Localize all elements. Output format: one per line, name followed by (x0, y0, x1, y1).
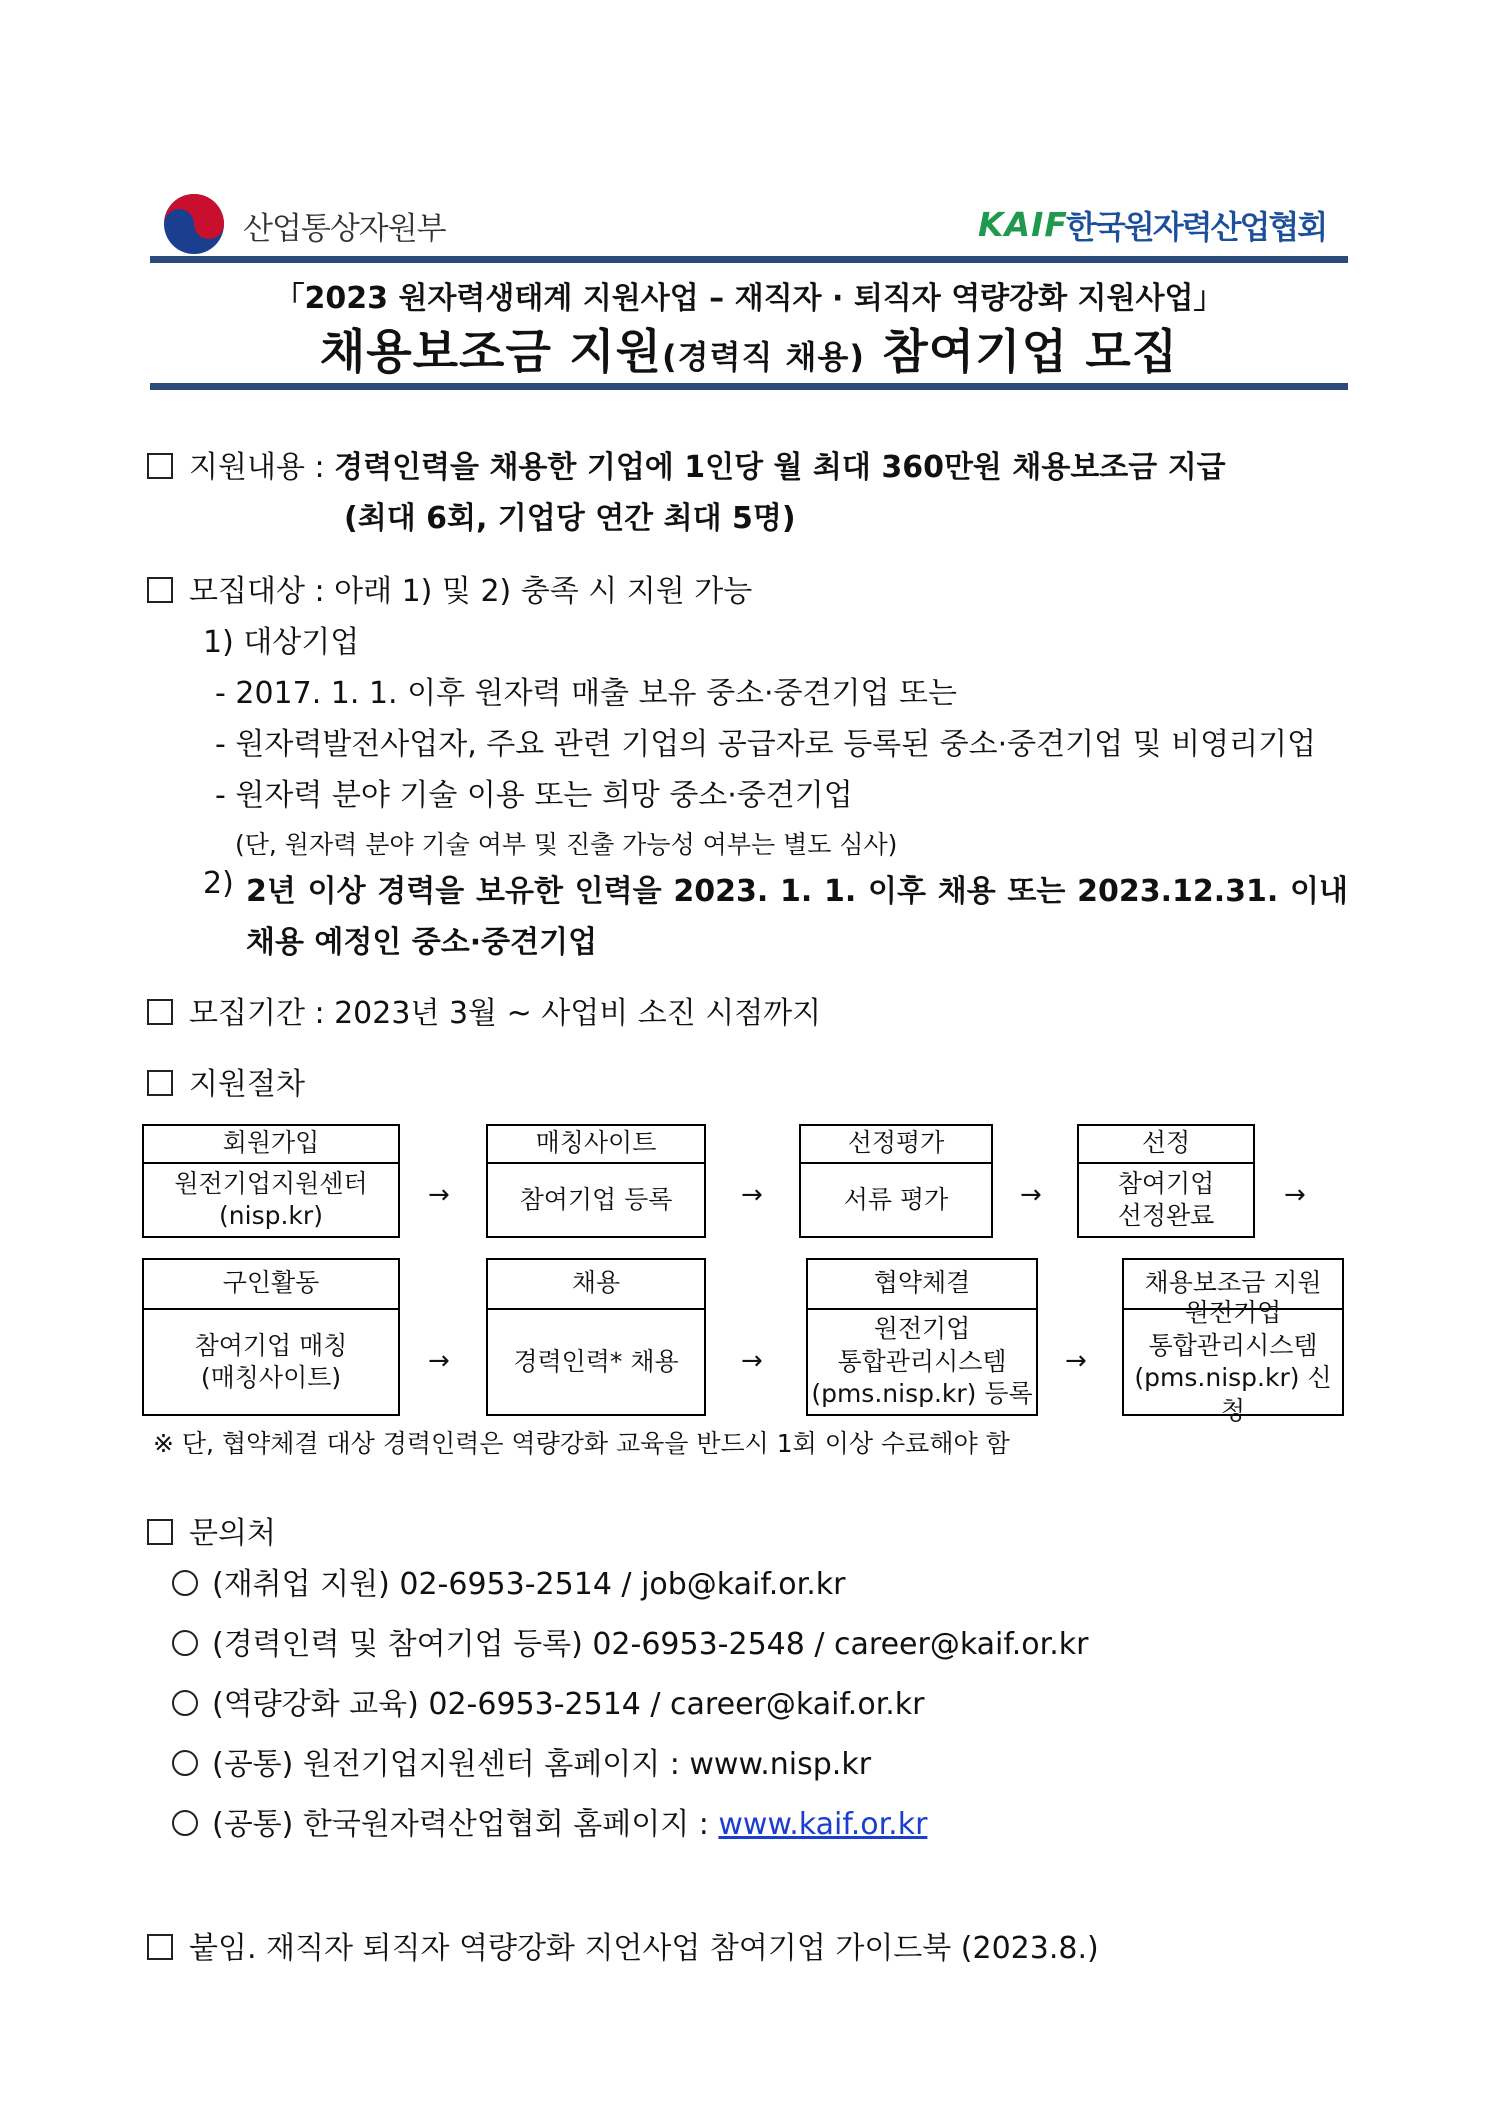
contact-item-text: (경력인력 및 참여기업 등록) 02-6953-2548 / career@kaif.or.kr (212, 1627, 1089, 1662)
period-text: 모집기간 : 2023년 3월 ~ 사업비 소진 시점까지 (189, 996, 822, 1031)
flow-step-matching-site (486, 1124, 706, 1238)
flow-arrow: → (1065, 1346, 1087, 1376)
target-bullet3: - 원자력 분야 기술 이용 또는 희망 중소·중견기업 (215, 778, 853, 813)
contact-item-text: (역량강화 교육) 02-6953-2514 / career@kaif.or.kr (212, 1687, 925, 1722)
attachment-section (147, 1923, 1099, 1967)
flow-step-head: 채용보조금 지원 (1124, 1260, 1342, 1310)
checkbox-square-icon (147, 999, 173, 1025)
flow-step-selection (1077, 1124, 1255, 1238)
support-line2: (최대 6회, 기업당 연간 최대 5명) (344, 501, 796, 536)
government-emblem-icon (163, 193, 225, 255)
flow-step-head: 매칭사이트 (488, 1126, 704, 1164)
checkbox-square-icon (147, 1070, 173, 1096)
period-section (147, 988, 821, 1032)
support-section (147, 442, 1226, 486)
contact-item (172, 1679, 925, 1723)
contact-item-text: (공통) 한국원자력산업협회 홈페이지 : (212, 1807, 719, 1842)
main-title (150, 315, 1348, 382)
target-label: 모집대상 : 아래 1) 및 2) 충족 시 지원 가능 (189, 574, 753, 609)
checkbox-square-icon (147, 453, 173, 479)
flow-step-head: 구인활동 (144, 1260, 398, 1310)
flow-step-body: 원전기업 (873, 1314, 971, 1344)
target-section (147, 566, 752, 610)
flow-step-body: (nisp.kr) (219, 1201, 323, 1230)
target-item1: 1) 대상기업 (203, 625, 360, 660)
flow-step-body: (pms.nisp.kr) 등록 (811, 1379, 1033, 1409)
flow-arrow: → (1284, 1180, 1306, 1210)
title-bottom-rule (150, 383, 1348, 390)
contact-item (172, 1739, 871, 1783)
target-bullet2: - 원자력발전사업자, 주요 관련 기업의 공급자로 등록된 중소·중견기업 및 비영리기업 (215, 727, 1317, 762)
flow-step-head: 채용 (488, 1260, 704, 1310)
subtitle: 「2023 원자력생태계 지원사업 – 재직자 · 퇴직자 역량강화 지원사업」 (274, 281, 1224, 316)
checkbox-square-icon (147, 1934, 173, 1960)
contact-item (172, 1559, 845, 1603)
circle-bullet-icon (172, 1690, 198, 1716)
flow-arrow: → (428, 1346, 450, 1376)
flow-step-recruiting (142, 1258, 400, 1416)
procedure-section (147, 1059, 305, 1103)
procedure-note: ※ 단, 협약체결 대상 경력인력은 역량강화 교육을 반드시 1회 이상 수료해야 함 (153, 1429, 1010, 1458)
checkbox-square-icon (147, 577, 173, 603)
flow-step-head: 선정 (1079, 1126, 1253, 1164)
flow-step-subsidy (1122, 1258, 1344, 1425)
target-bullet1: - 2017. 1. 1. 이후 원자력 매출 보유 중소·중견기업 또는 (215, 676, 957, 711)
main-title-a: 채용보조금 지원 (319, 325, 663, 380)
contact-label: 문의처 (189, 1516, 276, 1551)
flow-step-body: 참여기업 등록 (519, 1184, 673, 1214)
contact-item-text: (재취업 지원) 02-6953-2514 / job@kaif.or.kr (212, 1567, 846, 1602)
flow-step-head: 협약체결 (808, 1260, 1036, 1310)
flow-step-body: 통합관리시스템 (1148, 1330, 1318, 1360)
kaif-name: 한국원자력산업협회 (1066, 208, 1327, 246)
flow-step-hiring (486, 1258, 706, 1416)
flow-step-body: 통합관리시스템 (837, 1346, 1007, 1376)
contact-section (147, 1508, 276, 1552)
flow-arrow: → (428, 1180, 450, 1210)
contact-item (172, 1619, 1089, 1663)
target-item2-line2: 채용 예정인 중소·중견기업 (246, 925, 598, 960)
main-title-b: 참여기업 모집 (882, 325, 1179, 380)
flow-step-body: 서류 평가 (843, 1184, 949, 1214)
contact-item (172, 1799, 927, 1843)
circle-bullet-icon (172, 1810, 198, 1836)
target-item2-line1: 2년 이상 경력을 보유한 인력을 2023. 1. 1. 이후 채용 또는 2023.12.31. 이내 (246, 874, 1348, 909)
circle-bullet-icon (172, 1630, 198, 1656)
target-item2-num: 2) (203, 866, 234, 901)
flow-step-head: 회원가입 (144, 1126, 398, 1164)
flow-step-body: 원전기업 (1184, 1298, 1282, 1327)
flow-step-signup (142, 1124, 400, 1238)
flow-step-agreement (806, 1258, 1038, 1416)
kaif-homepage-link[interactable]: www.kaif.or.kr (718, 1807, 928, 1842)
target-note: (단, 원자력 분야 기술 여부 및 진출 가능성 여부는 별도 심사) (235, 830, 898, 859)
flow-step-body: 선정완료 (1117, 1201, 1215, 1230)
flow-step-evaluation (799, 1124, 993, 1238)
flow-step-body: (pms.nisp.kr) 신청 (1134, 1363, 1332, 1425)
support-label: 지원내용 : (189, 450, 335, 485)
flow-step-head: 선정평가 (801, 1126, 991, 1164)
flow-step-body: (매칭사이트) (200, 1363, 342, 1392)
procedure-label: 지원절차 (189, 1067, 305, 1102)
flow-arrow: → (741, 1346, 763, 1376)
main-title-small: (경력직 채용) (662, 338, 865, 376)
ministry-name: 산업통상자원부 (243, 211, 446, 247)
flow-arrow: → (1020, 1180, 1042, 1210)
circle-bullet-icon (172, 1750, 198, 1776)
support-line1: 경력인력을 채용한 기업에 1인당 월 최대 360만원 채용보조금 지급 (334, 450, 1226, 485)
checkbox-square-icon (147, 1519, 173, 1545)
flow-step-body: 참여기업 매칭 (194, 1330, 348, 1360)
flow-arrow: → (741, 1180, 763, 1210)
contact-item-text: (공통) 원전기업지원센터 홈페이지 : www.nisp.kr (212, 1747, 872, 1782)
flow-step-body: 경력인력* 채용 (513, 1346, 679, 1376)
kaif-logo: KAIF (978, 205, 1068, 244)
circle-bullet-icon (172, 1570, 198, 1596)
flow-step-body: 참여기업 (1117, 1168, 1215, 1198)
title-top-rule (150, 256, 1348, 263)
flow-step-body: 원전기업지원센터 (174, 1168, 368, 1198)
attachment-text: 붙임. 재직자 퇴직자 역량강화 지언사업 참여기업 가이드북 (2023.8.) (189, 1931, 1099, 1966)
